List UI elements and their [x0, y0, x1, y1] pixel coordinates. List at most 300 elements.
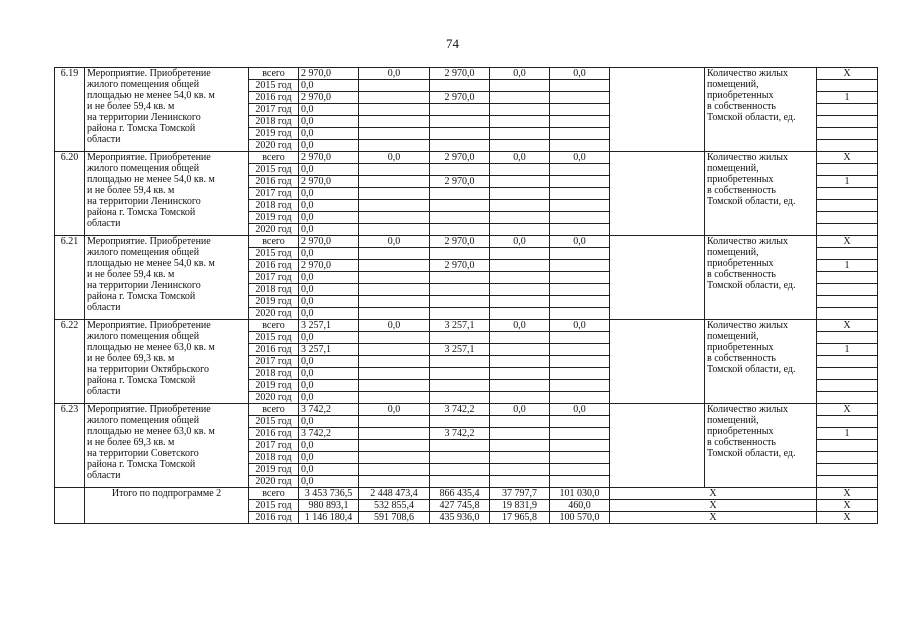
description-line: района г. Томска Томской: [87, 207, 196, 218]
indicator-value-cell: 1: [817, 344, 878, 356]
description-line: области: [87, 302, 121, 313]
year-cell: 2019 год: [249, 128, 299, 140]
amount-cell: [430, 296, 490, 308]
indicator-value-cell: [817, 380, 878, 392]
amount-cell: 2 970,0: [430, 260, 490, 272]
amount-cell: [359, 116, 430, 128]
amount-cell: 866 435,4: [430, 488, 490, 500]
amount-cell: [430, 224, 490, 236]
year-cell: 2020 год: [249, 476, 299, 488]
year-cell: 2016 год: [249, 92, 299, 104]
indicator-name: [705, 320, 817, 404]
description-line: района г. Томска Томской: [87, 375, 196, 386]
year-cell: 2018 год: [249, 116, 299, 128]
amount-cell: [490, 188, 550, 200]
amount-cell: [550, 200, 610, 212]
amount-cell: [430, 140, 490, 152]
amount-cell: [490, 428, 550, 440]
indicator-value-cell: [817, 392, 878, 404]
amount-cell: [550, 248, 610, 260]
amount-cell: [490, 476, 550, 488]
total-amount-cell: 0,0: [299, 368, 359, 380]
indicator-value-cell: [817, 200, 878, 212]
description-line: Мероприятие. Приобретение: [87, 320, 211, 331]
amount-cell: [359, 92, 430, 104]
year-cell: 2020 год: [249, 140, 299, 152]
total-amount-cell: 0,0: [299, 308, 359, 320]
amount-cell: [359, 164, 430, 176]
amount-cell: [359, 296, 430, 308]
indicator-line: в собственность: [707, 353, 776, 364]
total-amount-cell: 2 970,0: [299, 152, 359, 164]
indicator-line: в собственность: [707, 101, 776, 112]
year-cell: 2015 год: [249, 500, 299, 512]
total-amount-cell: 3 257,1: [299, 344, 359, 356]
total-amount-cell: 0,0: [299, 80, 359, 92]
description-line: области: [87, 470, 121, 481]
total-amount-cell: 0,0: [299, 224, 359, 236]
indicator-line: приобретенных: [707, 174, 774, 185]
amount-cell: [490, 176, 550, 188]
amount-cell: 0,0: [550, 404, 610, 416]
empty-cell: [610, 152, 705, 236]
amount-cell: [430, 476, 490, 488]
year-cell: 2016 год: [249, 176, 299, 188]
year-cell: 2016 год: [249, 428, 299, 440]
amount-cell: [490, 440, 550, 452]
indicator-value-cell: 1: [817, 176, 878, 188]
indicator-value-cell: X: [817, 152, 878, 164]
amount-cell: 1 146 180,4: [299, 512, 359, 524]
indicator-line: в собственность: [707, 269, 776, 280]
indicator-name: [705, 236, 817, 320]
amount-cell: 435 936,0: [430, 512, 490, 524]
amount-cell: [490, 368, 550, 380]
year-cell: 2020 год: [249, 224, 299, 236]
indicator-value-cell: [817, 452, 878, 464]
indicator-value-cell: 1: [817, 428, 878, 440]
indicator-value-cell: [817, 476, 878, 488]
amount-cell: 0,0: [490, 236, 550, 248]
description-line: жилого помещения общей: [87, 79, 200, 90]
year-cell: 2016 год: [249, 512, 299, 524]
description-line: площадью не менее 54,0 кв. м: [87, 174, 215, 185]
amount-cell: [359, 344, 430, 356]
amount-cell: [550, 92, 610, 104]
amount-cell: 460,0: [550, 500, 610, 512]
indicator-value-cell: [817, 368, 878, 380]
amount-cell: 2 970,0: [430, 236, 490, 248]
indicator-value-cell: X: [817, 500, 878, 512]
indicator-value-cell: [817, 308, 878, 320]
amount-cell: [430, 308, 490, 320]
amount-cell: [490, 128, 550, 140]
amount-cell: [359, 260, 430, 272]
year-cell: 2018 год: [249, 452, 299, 464]
amount-cell: [430, 452, 490, 464]
description-line: Мероприятие. Приобретение: [87, 404, 211, 415]
indicator-line: Томской области, ед.: [707, 364, 796, 375]
amount-cell: [359, 284, 430, 296]
amount-cell: [550, 440, 610, 452]
amount-cell: [430, 356, 490, 368]
year-cell: 2015 год: [249, 332, 299, 344]
amount-cell: [490, 356, 550, 368]
amount-cell: [359, 200, 430, 212]
indicator-line: помещений,: [707, 331, 759, 342]
total-amount-cell: 0,0: [299, 128, 359, 140]
description-line: области: [87, 386, 121, 397]
total-amount-cell: 3 742,2: [299, 428, 359, 440]
amount-cell: 3 453 736,5: [299, 488, 359, 500]
indicator-value-cell: X: [817, 488, 878, 500]
description-line: и не более 59,4 кв. м: [87, 101, 175, 112]
description-line: на территории Ленинского: [87, 280, 201, 291]
indicator-value-cell: [817, 116, 878, 128]
description-line: района г. Томска Томской: [87, 459, 196, 470]
amount-cell: [490, 104, 550, 116]
total-amount-cell: 0,0: [299, 332, 359, 344]
amount-cell: [430, 332, 490, 344]
amount-cell: [490, 212, 550, 224]
description-line: на территории Ленинского: [87, 196, 201, 207]
amount-cell: 100 570,0: [550, 512, 610, 524]
indicator-line: помещений,: [707, 79, 759, 90]
indicator-value-cell: [817, 128, 878, 140]
total-amount-cell: 0,0: [299, 104, 359, 116]
amount-cell: [550, 356, 610, 368]
description-line: и не более 59,4 кв. м: [87, 269, 175, 280]
indicator-value-cell: [817, 212, 878, 224]
amount-cell: [430, 116, 490, 128]
amount-cell: [490, 248, 550, 260]
amount-cell: 0,0: [490, 152, 550, 164]
amount-cell: [550, 332, 610, 344]
total-amount-cell: 0,0: [299, 476, 359, 488]
amount-cell: 3 742,2: [430, 404, 490, 416]
amount-cell: [359, 212, 430, 224]
amount-cell: [359, 308, 430, 320]
indicator-line: помещений,: [707, 163, 759, 174]
amount-cell: [550, 140, 610, 152]
amount-cell: [550, 368, 610, 380]
item-description: [85, 152, 249, 236]
amount-cell: [359, 80, 430, 92]
total-amount-cell: 0,0: [299, 296, 359, 308]
amount-cell: [550, 176, 610, 188]
indicator-value-cell: [817, 356, 878, 368]
indicator-name-cell: X: [610, 500, 817, 512]
amount-cell: [430, 188, 490, 200]
year-cell: 2015 год: [249, 248, 299, 260]
amount-cell: [430, 164, 490, 176]
amount-cell: 37 797,7: [490, 488, 550, 500]
indicator-value-cell: 1: [817, 92, 878, 104]
indicator-line: Томской области, ед.: [707, 280, 796, 291]
amount-cell: [490, 116, 550, 128]
amount-cell: [490, 164, 550, 176]
description-line: жилого помещения общей: [87, 163, 200, 174]
amount-cell: [359, 464, 430, 476]
amount-cell: [490, 392, 550, 404]
empty-cell: [610, 68, 705, 152]
amount-cell: [359, 188, 430, 200]
amount-cell: [490, 452, 550, 464]
indicator-line: Количество жилых: [707, 320, 789, 331]
indicator-line: помещений,: [707, 247, 759, 258]
amount-cell: [359, 140, 430, 152]
indicator-line: в собственность: [707, 185, 776, 196]
table-row: [55, 404, 878, 416]
amount-cell: 17 965,8: [490, 512, 550, 524]
indicator-line: приобретенных: [707, 90, 774, 101]
description-line: на территории Ленинского: [87, 112, 201, 123]
year-cell: 2019 год: [249, 212, 299, 224]
amount-cell: 3 257,1: [430, 320, 490, 332]
item-description: [85, 320, 249, 404]
total-amount-cell: 0,0: [299, 392, 359, 404]
item-description: [85, 236, 249, 320]
description-line: и не более 59,4 кв. м: [87, 185, 175, 196]
description-line: Мероприятие. Приобретение: [87, 68, 211, 79]
indicator-value-cell: [817, 140, 878, 152]
indicator-value-cell: X: [817, 404, 878, 416]
indicator-line: приобретенных: [707, 258, 774, 269]
total-amount-cell: 0,0: [299, 452, 359, 464]
description-line: области: [87, 134, 121, 145]
description-line: и не более 69,3 кв. м: [87, 437, 175, 448]
indicator-value-cell: [817, 284, 878, 296]
amount-cell: [550, 212, 610, 224]
description-line: на территории Советского: [87, 448, 199, 459]
total-amount-cell: 0,0: [299, 380, 359, 392]
amount-cell: 0,0: [359, 152, 430, 164]
amount-cell: [359, 380, 430, 392]
total-amount-cell: 2 970,0: [299, 260, 359, 272]
total-amount-cell: 0,0: [299, 416, 359, 428]
amount-cell: 0,0: [359, 68, 430, 80]
description-line: области: [87, 218, 121, 229]
description-line: площадью не менее 63,0 кв. м: [87, 426, 215, 437]
amount-cell: [490, 272, 550, 284]
amount-cell: [430, 272, 490, 284]
amount-cell: [550, 392, 610, 404]
amount-cell: [430, 416, 490, 428]
amount-cell: [490, 284, 550, 296]
indicator-line: Количество жилых: [707, 236, 789, 247]
description-line: жилого помещения общей: [87, 331, 200, 342]
indicator-value-cell: [817, 80, 878, 92]
total-amount-cell: 0,0: [299, 464, 359, 476]
totals-row: [55, 488, 878, 500]
amount-cell: [359, 128, 430, 140]
year-cell: 2018 год: [249, 200, 299, 212]
page-number: 74: [446, 36, 459, 51]
year-cell: 2017 год: [249, 440, 299, 452]
total-amount-cell: 2 970,0: [299, 68, 359, 80]
indicator-value-cell: 1: [817, 260, 878, 272]
amount-cell: 0,0: [359, 236, 430, 248]
year-cell: 2017 год: [249, 188, 299, 200]
description-line: на территории Октябрьского: [87, 364, 209, 375]
year-cell: 2015 год: [249, 164, 299, 176]
indicator-value-cell: [817, 332, 878, 344]
amount-cell: [430, 464, 490, 476]
amount-cell: 0,0: [490, 320, 550, 332]
amount-cell: [430, 284, 490, 296]
amount-cell: [490, 200, 550, 212]
empty-cell: [610, 404, 705, 488]
amount-cell: 0,0: [550, 68, 610, 80]
description-line: Мероприятие. Приобретение: [87, 236, 211, 247]
amount-cell: [430, 212, 490, 224]
amount-cell: [430, 380, 490, 392]
total-amount-cell: 0,0: [299, 284, 359, 296]
amount-cell: 3 257,1: [430, 344, 490, 356]
amount-cell: 0,0: [550, 320, 610, 332]
indicator-value-cell: [817, 188, 878, 200]
year-cell: 2017 год: [249, 356, 299, 368]
year-cell: 2017 год: [249, 272, 299, 284]
item-number: 6.22: [55, 320, 85, 404]
amount-cell: [490, 464, 550, 476]
indicator-value-cell: X: [817, 236, 878, 248]
year-cell: 2018 год: [249, 284, 299, 296]
totals-label: Итого по подпрограмме 2: [85, 488, 249, 524]
amount-cell: 0,0: [490, 404, 550, 416]
table-row: [55, 320, 878, 332]
indicator-name-cell: X: [610, 488, 817, 500]
indicator-line: Томской области, ед.: [707, 112, 796, 123]
table-row: [55, 236, 878, 248]
amount-cell: 2 970,0: [430, 92, 490, 104]
amount-cell: [550, 476, 610, 488]
description-line: жилого помещения общей: [87, 247, 200, 258]
amount-cell: 0,0: [550, 152, 610, 164]
total-amount-cell: 2 970,0: [299, 236, 359, 248]
indicator-value-cell: [817, 416, 878, 428]
year-cell: 2020 год: [249, 308, 299, 320]
amount-cell: [490, 416, 550, 428]
total-amount-cell: 0,0: [299, 440, 359, 452]
description-line: жилого помещения общей: [87, 415, 200, 426]
year-cell: 2015 год: [249, 416, 299, 428]
indicator-value-cell: [817, 296, 878, 308]
year-cell: 2016 год: [249, 344, 299, 356]
amount-cell: [550, 224, 610, 236]
indicator-name: [705, 404, 817, 488]
item-number: 6.19: [55, 68, 85, 152]
amount-cell: [430, 368, 490, 380]
amount-cell: [550, 380, 610, 392]
amount-cell: 3 742,2: [430, 428, 490, 440]
description-line: района г. Томска Томской: [87, 123, 196, 134]
total-amount-cell: 0,0: [299, 200, 359, 212]
amount-cell: [490, 92, 550, 104]
indicator-value-cell: X: [817, 320, 878, 332]
description-line: площадью не менее 63,0 кв. м: [87, 342, 215, 353]
amount-cell: [490, 344, 550, 356]
year-cell: всего: [249, 236, 299, 248]
item-number: 6.21: [55, 236, 85, 320]
description-line: и не более 69,3 кв. м: [87, 353, 175, 364]
amount-cell: [550, 164, 610, 176]
amount-cell: [490, 260, 550, 272]
year-cell: всего: [249, 152, 299, 164]
total-amount-cell: 0,0: [299, 212, 359, 224]
indicator-value-cell: X: [817, 512, 878, 524]
total-amount-cell: 0,0: [299, 164, 359, 176]
amount-cell: [550, 80, 610, 92]
amount-cell: [550, 428, 610, 440]
indicator-line: в собственность: [707, 437, 776, 448]
year-cell: 2018 год: [249, 368, 299, 380]
indicator-value-cell: [817, 164, 878, 176]
amount-cell: [430, 200, 490, 212]
indicator-line: Количество жилых: [707, 68, 789, 79]
amount-cell: [359, 416, 430, 428]
amount-cell: [359, 368, 430, 380]
total-amount-cell: 2 970,0: [299, 92, 359, 104]
amount-cell: [550, 296, 610, 308]
total-amount-cell: 2 970,0: [299, 176, 359, 188]
table-row: [55, 68, 878, 80]
year-cell: 2020 год: [249, 392, 299, 404]
total-amount-cell: 0,0: [299, 248, 359, 260]
total-amount-cell: 0,0: [299, 272, 359, 284]
year-cell: 2019 год: [249, 296, 299, 308]
amount-cell: [359, 392, 430, 404]
total-amount-cell: 0,0: [299, 188, 359, 200]
total-amount-cell: 0,0: [299, 140, 359, 152]
indicator-name-cell: X: [610, 512, 817, 524]
amount-cell: [550, 308, 610, 320]
description-line: Мероприятие. Приобретение: [87, 152, 211, 163]
amount-cell: [550, 104, 610, 116]
year-cell: 2017 год: [249, 104, 299, 116]
indicator-value-cell: [817, 272, 878, 284]
year-cell: 2019 год: [249, 380, 299, 392]
amount-cell: 2 970,0: [430, 176, 490, 188]
indicator-line: помещений,: [707, 415, 759, 426]
amount-cell: [430, 104, 490, 116]
amount-cell: [359, 356, 430, 368]
year-cell: всего: [249, 320, 299, 332]
year-cell: всего: [249, 404, 299, 416]
table-row: [55, 152, 878, 164]
year-cell: всего: [249, 488, 299, 500]
indicator-line: Томской области, ед.: [707, 196, 796, 207]
amount-cell: 0,0: [550, 236, 610, 248]
description-line: района г. Томска Томской: [87, 291, 196, 302]
indicator-line: приобретенных: [707, 426, 774, 437]
amount-cell: 2 970,0: [430, 152, 490, 164]
amount-cell: 2 448 473,4: [359, 488, 430, 500]
amount-cell: 532 855,4: [359, 500, 430, 512]
amount-cell: 19 831,9: [490, 500, 550, 512]
amount-cell: [430, 392, 490, 404]
amount-cell: [550, 284, 610, 296]
amount-cell: 0,0: [359, 404, 430, 416]
amount-cell: [550, 344, 610, 356]
indicator-line: Количество жилых: [707, 152, 789, 163]
amount-cell: [490, 296, 550, 308]
amount-cell: 980 893,1: [299, 500, 359, 512]
amount-cell: [550, 464, 610, 476]
indicator-line: приобретенных: [707, 342, 774, 353]
indicator-name: [705, 152, 817, 236]
item-description: [85, 68, 249, 152]
